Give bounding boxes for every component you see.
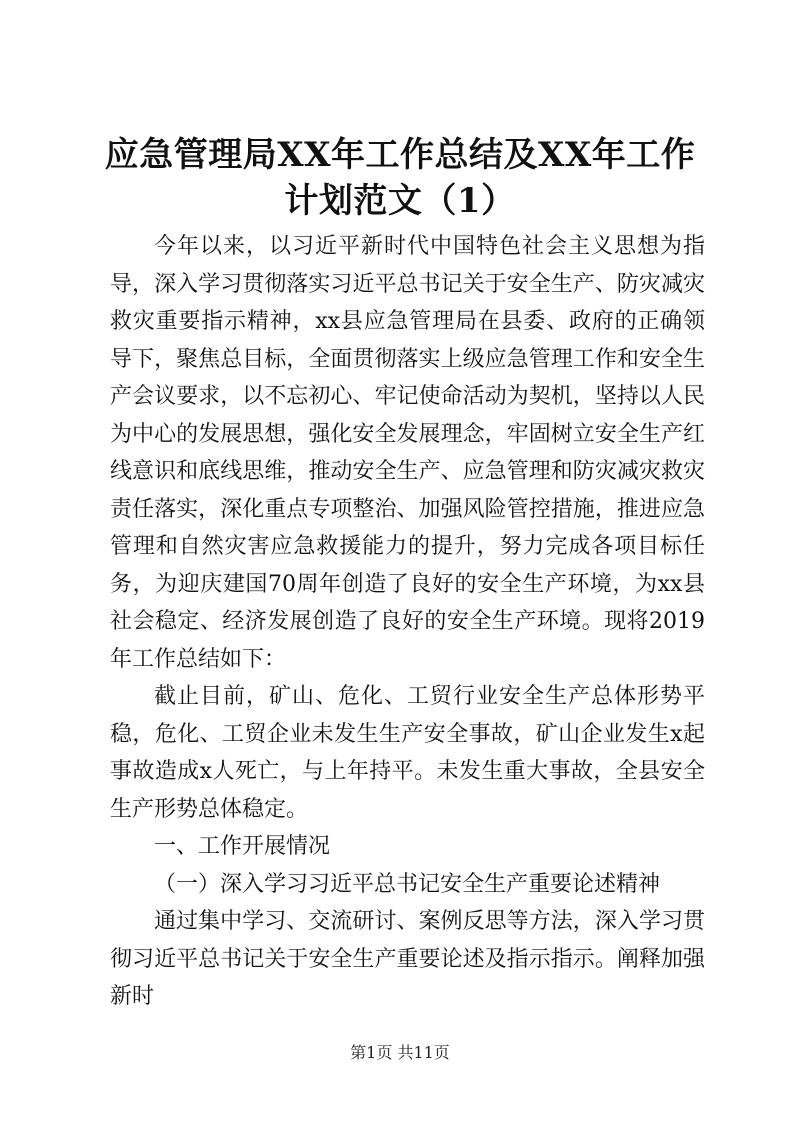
section-heading: 一、工作开展情况 [154,834,331,859]
page-footer: 第1页 共11页 [350,1043,450,1062]
subsection-paragraph: 通过集中学习、交流研讨、案例反思等方法，深入学习贯彻习近平总书记关于安全生产重要论述及指示指示。阐释加强新时 [110,909,705,1009]
document-body [110,228,705,1016]
intro-paragraph: 今年以来，以习近平新时代中国特色社会主义思想为指导，深入学习贯彻落实习近平总书记关于安全生产、防灾减灾救灾重要指示精神，xx县应急管理局在县委、政府的正确领导下，聚焦总目标，全面贯彻落实上级应急管理工作和安全生产会议要求，以不忘初心、牢记使命活动为契机，坚持以人民为中心的发展思想，强化安全发展理念，牢固树立安全生产红线意识和底线思维，推动安全生产、应急管理和防灾减灾救灾责任落实，深化重点专项整治、加强风险管控措施，推进应急管理和自然灾害应急救援能力的提升，努力完成各项目标任务，为迎庆建国70周年创造了良好的安全生产环境，为xx县社会稳定、经济发展创造了良好的安全生产环境。现将2019年工作总结如下： [110,234,705,672]
subsection-heading: （一）深入学习习近平总书记安全生产重要论述精神 [154,871,661,897]
status-paragraph: 截止目前，矿山、危化、工贸行业安全生产总体形势平稳，危化、工贸企业未发生生产安全事故，矿山企业发生x起事故造成x人死亡，与上年持平。未发生重大事故，全县安全生产形势总体稳定。 [110,684,705,822]
document-title: 应急管理局XX年工作总结及XX年工作计划范文（1） [104,135,696,221]
